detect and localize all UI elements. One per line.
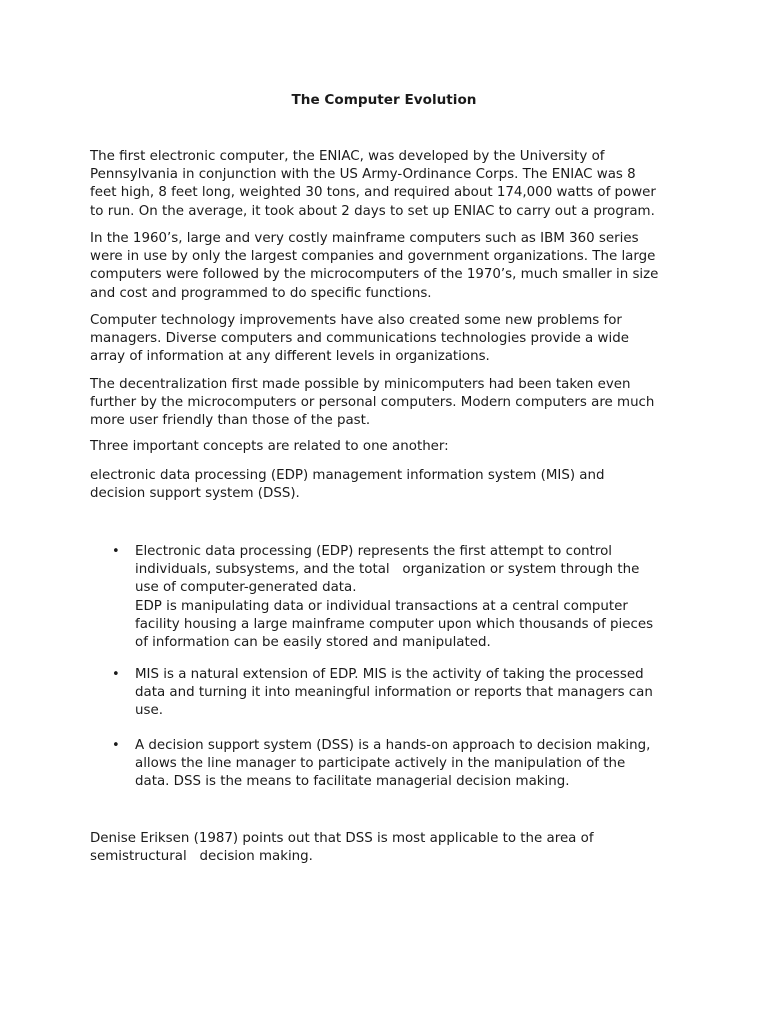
- bullet-line: use.: [135, 703, 163, 719]
- paragraph-line: The decentralization first made possible by minicomputers had been taken even: [90, 377, 631, 392]
- paragraph-mainframes: [90, 230, 690, 303]
- paragraph-line: and cost and programmed to do specific functions.: [90, 285, 432, 301]
- paragraph-line: semistructural decision making.: [90, 849, 313, 865]
- paragraph-decentralization: [90, 376, 690, 431]
- bullet-line: facility housing a large mainframe computer upon which thousands of pieces: [135, 616, 654, 632]
- bullet-line: A decision support system (DSS) is a hands-on approach to decision making,: [135, 738, 651, 753]
- bullet-line: Electronic data processing (EDP) represents the first attempt to control: [135, 544, 613, 559]
- bullet-line: individuals, subsystems, and the total organization or system through the: [135, 562, 640, 578]
- paragraph-line: Denise Eriksen (1987) points out that DSS is most applicable to the area of: [90, 831, 594, 846]
- bullet-line: allows the line manager to participate actively in the manipulation of the: [135, 756, 626, 772]
- bullet-marker: •: [112, 667, 120, 682]
- paragraph-line: computers were followed by the microcomputers of the 1970’s, much smaller in size: [90, 267, 659, 283]
- bullet-text: [135, 543, 680, 652]
- paragraph-line: further by the microcomputers or personal computers. Modern computers are much: [90, 395, 655, 411]
- bullet-line: EDP is manipulating data or individual transactions at a central computer: [135, 598, 628, 614]
- paragraph-line: In the 1960’s, large and very costly mainframe computers such as IBM 360 series: [90, 231, 639, 246]
- paragraph-line: decision support system (DSS).: [90, 486, 300, 502]
- paragraph-line: electronic data processing (EDP) management information system (MIS) and: [90, 468, 605, 483]
- bullet-line: data and turning it into meaningful information or reports that managers can: [135, 685, 653, 701]
- paragraph-line: array of information at any different levels in organizations.: [90, 349, 490, 365]
- bullet-marker: •: [112, 738, 120, 753]
- bullet-line: use of computer-generated data.: [135, 580, 357, 596]
- bullet-line: of information can be easily stored and manipulated.: [135, 635, 491, 651]
- paragraph-eniac: [90, 148, 690, 221]
- document-title: The Computer Evolution: [291, 92, 477, 108]
- paragraph-closing: [90, 830, 690, 866]
- paragraph-line: feet high, 8 feet long, weighted 30 tons, and required about 174,000 watts of power: [90, 185, 656, 201]
- paragraph-concepts-intro: [90, 438, 690, 456]
- bullet-text: [135, 666, 680, 721]
- paragraph-line: to run. On the average, it took about 2 days to set up ENIAC to carry out a program.: [90, 203, 655, 219]
- paragraph-line: Three important concepts are related to one another:: [90, 439, 449, 454]
- paragraph-line: Pennsylvania in conjunction with the US Army-Ordinance Corps. The ENIAC was 8: [90, 167, 636, 183]
- paragraph-line: managers. Diverse computers and communications technologies provide a wide: [90, 331, 629, 347]
- paragraph-concepts-list: [90, 467, 690, 503]
- paragraph-line: more user friendly than those of the past.: [90, 413, 371, 429]
- bullet-line: MIS is a natural extension of EDP. MIS is the activity of taking the processed: [135, 667, 644, 682]
- paragraph-line: were in use by only the largest companies and government organizations. The large: [90, 249, 656, 265]
- bullet-marker: •: [112, 544, 120, 559]
- paragraph-technology-problems: [90, 312, 690, 367]
- paragraph-line: Computer technology improvements have also created some new problems for: [90, 313, 622, 328]
- bullet-line: data. DSS is the means to facilitate managerial decision making.: [135, 774, 570, 790]
- bullet-text: [135, 737, 680, 792]
- paragraph-line: The first electronic computer, the ENIAC, was developed by the University of: [90, 149, 605, 164]
